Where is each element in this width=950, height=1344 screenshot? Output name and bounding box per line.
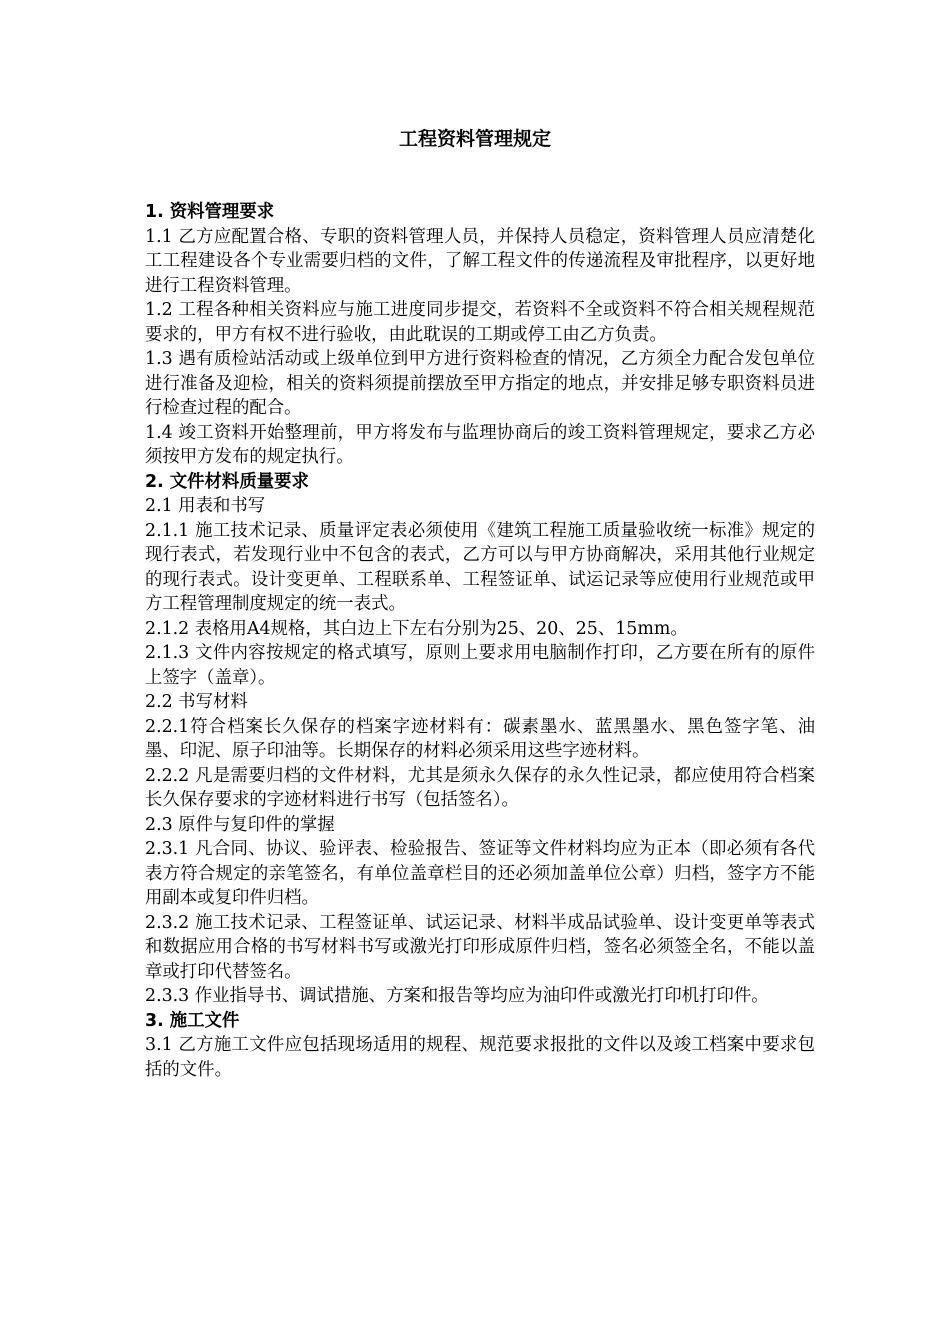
paragraph: 1.1 乙方应配置合格、专职的资料管理人员，并保持人员稳定，资料管理人员应清楚化工工程建设各个专业需要归档的文件，了解工程文件的传递流程及审批程序，以更好地进行工程资料管理。 — [145, 226, 815, 296]
paragraph: 2.3.1 凡合同、协议、验评表、检验报告、签证等文件材料均应为正本（即必须有各代表方符合规定的亲笔签名，有单位盖章栏目的还必须加盖单位公章）归档，签字方不能用副本或复印件归档。 — [145, 839, 815, 908]
document-title: 工程资料管理规定 — [398, 128, 551, 150]
paragraph: 2.2.1符合档案长久保存的档案字迹材料有：碳素墨水、蓝黑墨水、黑色签字笔、油墨、印泥、原子印油等。长期保存的材料必须采用这些字迹材料。 — [145, 716, 815, 761]
section-heading: 2. 文件材料质量要求 — [145, 471, 309, 492]
paragraph: 3.1 乙方施工文件应包括现场适用的规程、规范要求报批的文件以及竣工档案中要求包括的文件。 — [145, 1035, 815, 1080]
subsection-heading: 2.3 原件与复印件的掌握 — [145, 814, 335, 835]
paragraph: 2.1.3 文件内容按规定的格式填写，原则上要求用电脑制作打印，乙方要在所有的原件上签字（盖章）。 — [145, 643, 815, 688]
subsection-heading: 2.2 书写材料 — [145, 692, 248, 712]
subsection-heading: 2.1 用表和书写 — [145, 496, 266, 516]
paragraph: 2.1.1 施工技术记录、质量评定表必须使用《建筑工程施工质量验收统一标准》规定的现行表式，若发现行业中不包含的表式，乙方可以与甲方协商解决，采用其他行业规定的现行表式。设计变更单、工程联系单、工程签证单、试运记录等应使用行业规范或甲方工程管理制度规定的统一表式。 — [145, 520, 815, 614]
paragraph: 1.4 竣工资料开始整理前，甲方将发布与监理协商后的竣工资料管理规定，要求乙方必须按甲方发布的规定执行。 — [145, 422, 815, 467]
section-heading: 1. 资料管理要求 — [145, 202, 275, 222]
paragraph: 2.1.2 表格用A4规格，其白边上下左右分别为25、20、25、15mm。 — [145, 618, 688, 639]
paragraph: 2.3.3 作业指导书、调试措施、方案和报告等均应为油印件或激光打印机打印件。 — [145, 986, 769, 1006]
paragraph: 1.3 遇有质检站活动或上级单位到甲方进行资料检查的情况，乙方须全力配合发包单位进行准备及迎检，相关的资料须提前摆放至甲方指定的地点，并安排足够专职资料员进行检查过程的配合。 — [145, 349, 815, 418]
section-heading: 3. 施工文件 — [145, 1010, 240, 1031]
document-body — [145, 200, 815, 1082]
paragraph: 1.2 工程各种相关资料应与施工进度同步提交，若资料不全或资料不符合相关规程规范要求的，甲方有权不进行验收，由此耽误的工期或停工由乙方负责。 — [145, 300, 815, 345]
paragraph: 2.2.2 凡是需要归档的文件材料，尤其是须永久保存的永久性记录，都应使用符合档案长久保存要求的字迹材料进行书写（包括签名）。 — [145, 765, 815, 810]
paragraph: 2.3.2 施工技术记录、工程签证单、试运记录、材料半成品试验单、设计变更单等表式和数据应用合格的书写材料书写或激光打印形成原件归档，签名必须签全名，不能以盖章或打印代替签名。 — [145, 912, 815, 982]
